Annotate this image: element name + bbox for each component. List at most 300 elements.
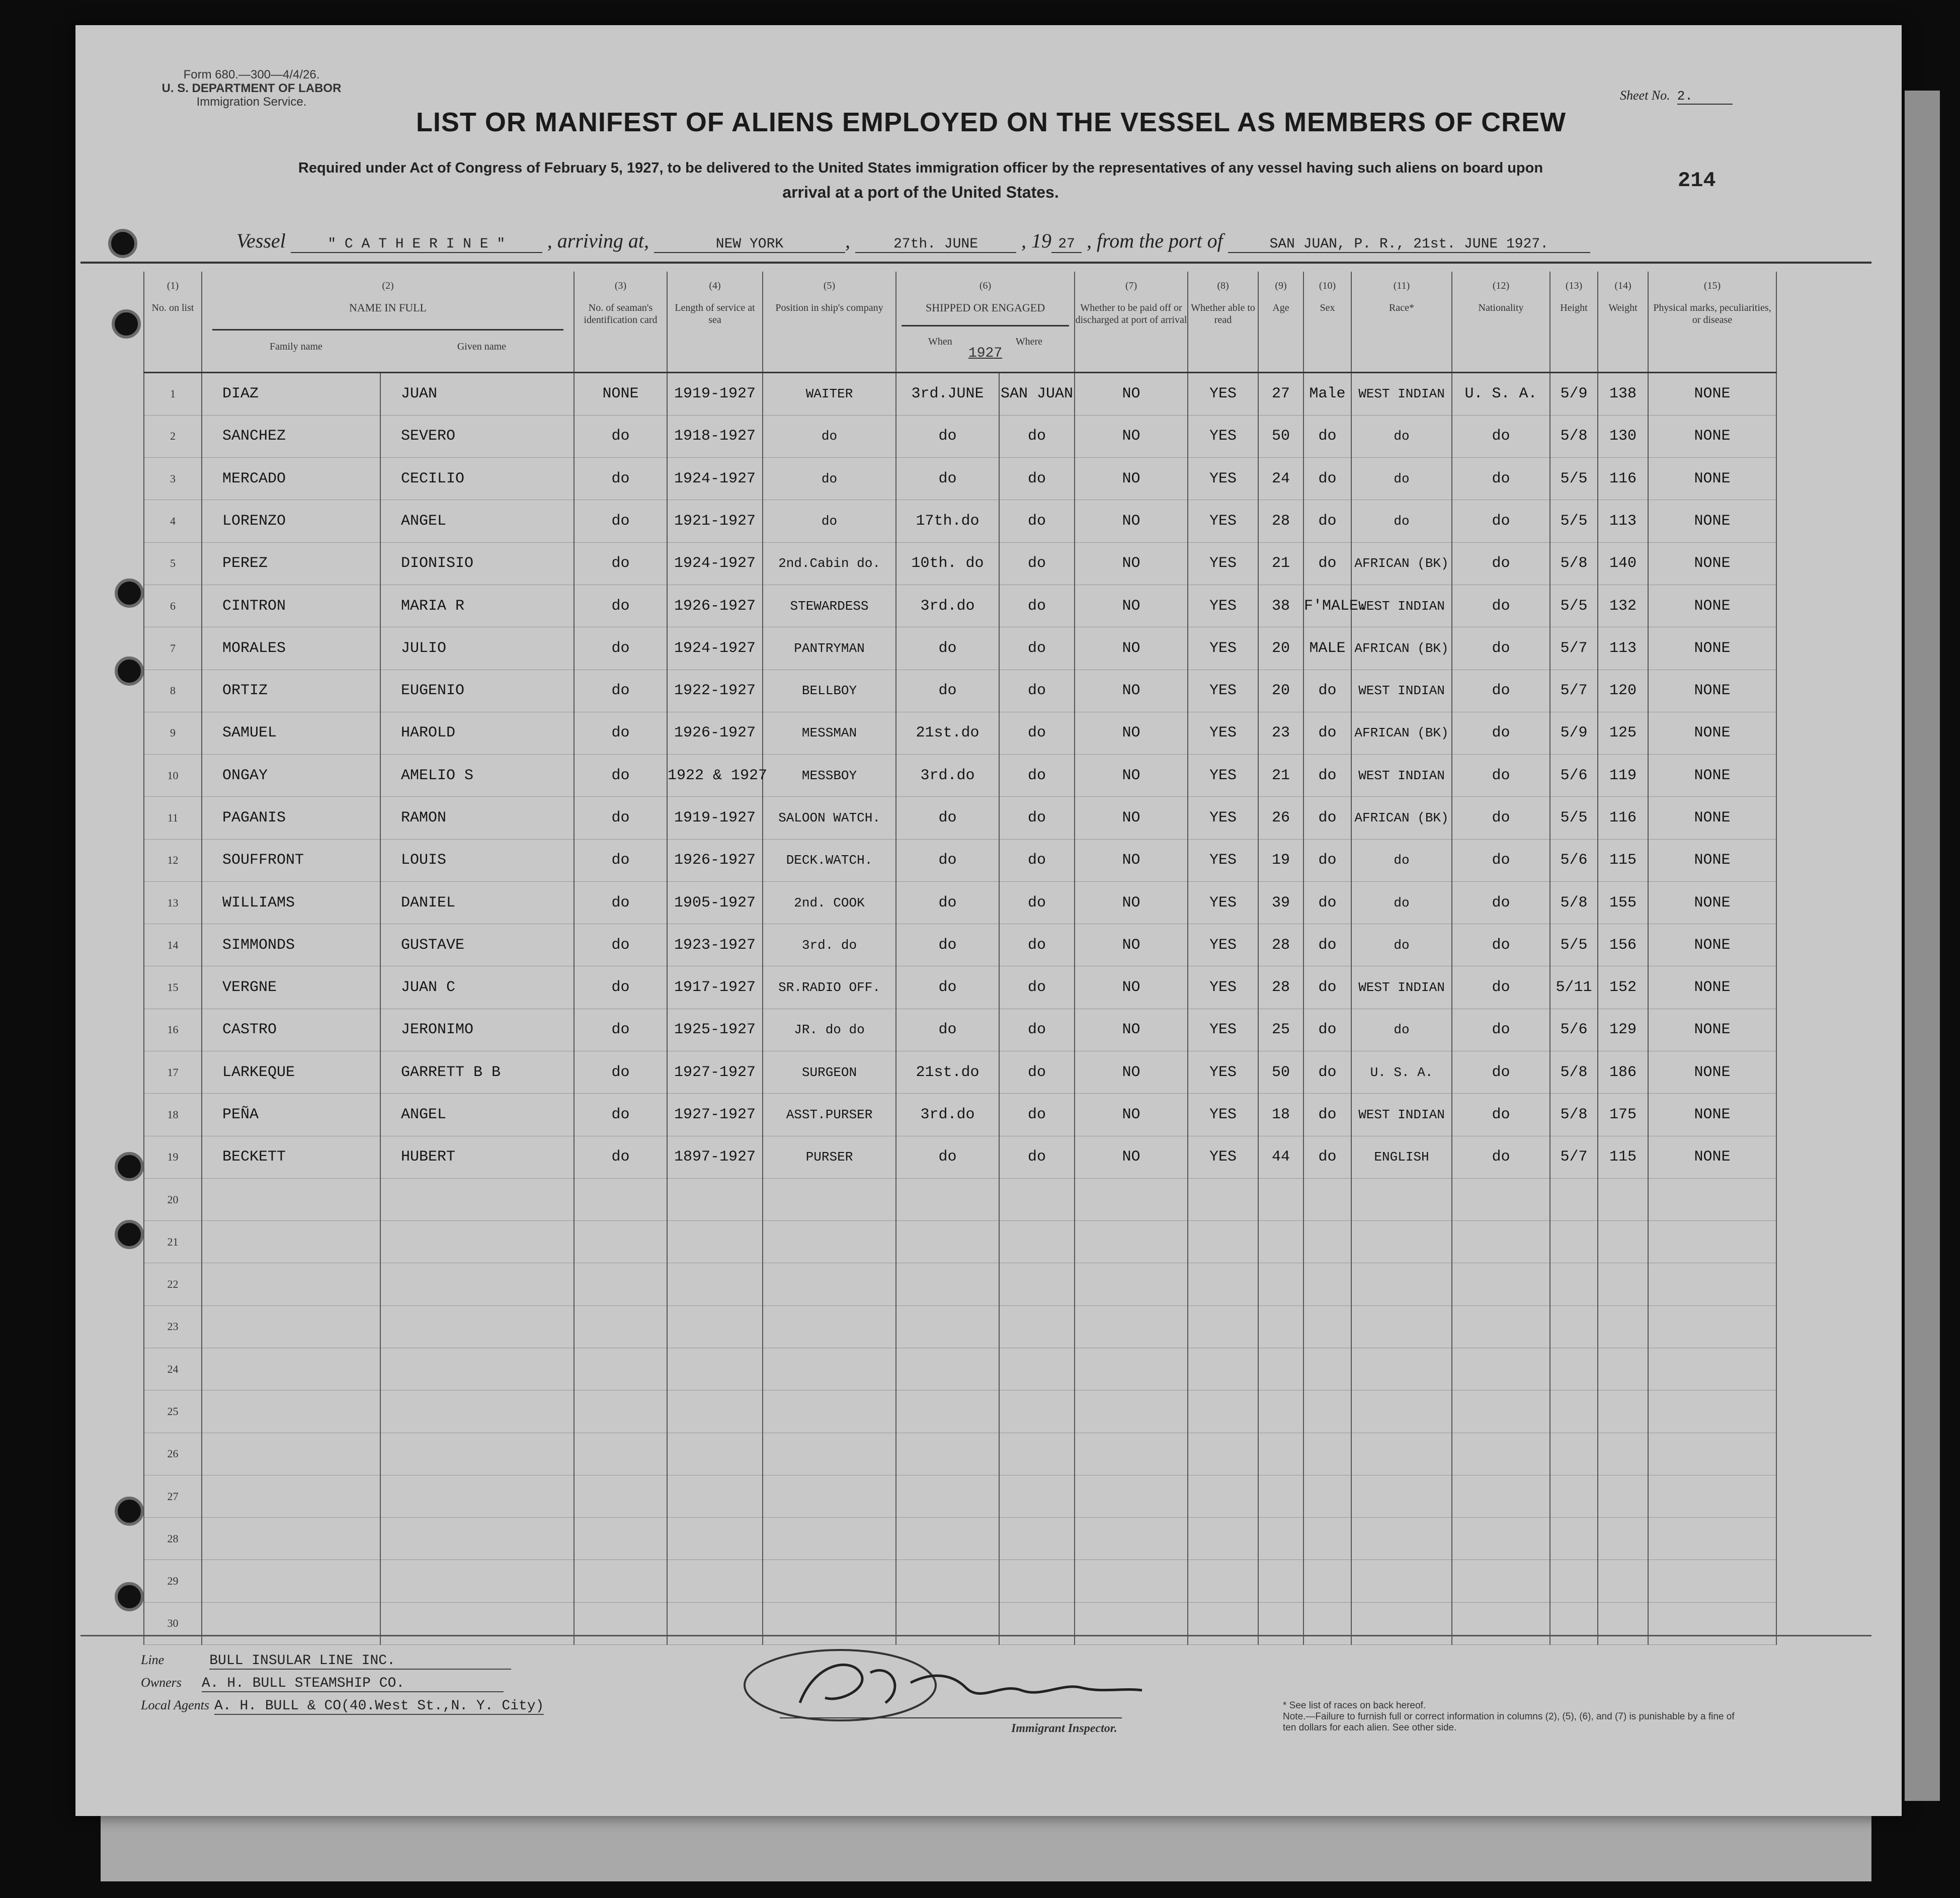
given-name-cell: DANIEL <box>380 881 574 924</box>
physical-marks-cell: NONE <box>1648 839 1776 881</box>
family-name-cell: PEÑA <box>202 1094 380 1136</box>
shipped-when-cell <box>896 1433 999 1475</box>
age-cell: 20 <box>1258 627 1303 670</box>
table-row <box>144 585 1776 627</box>
row-number: 30 <box>144 1602 202 1644</box>
table-row <box>144 1602 1776 1644</box>
shipped-where-cell: do <box>999 797 1075 839</box>
inspector-signature <box>740 1642 1182 1728</box>
age-cell <box>1258 1348 1303 1390</box>
physical-marks-cell <box>1648 1221 1776 1263</box>
height-cell <box>1550 1602 1598 1644</box>
shipped-where-cell: do <box>999 839 1075 881</box>
given-name-cell <box>380 1433 574 1475</box>
family-name-cell: VERGNE <box>202 966 380 1009</box>
year-prefix: , 19 <box>1021 229 1051 252</box>
line-label: Line <box>141 1653 165 1667</box>
id-card-cell: do <box>574 1009 667 1051</box>
table-row <box>144 881 1776 924</box>
family-name-cell: SOUFFRONT <box>202 839 380 881</box>
footnote-penalty: Note.—Failure to furnish full or correct information in columns (2), (5), (6), and (7) is punishable by a fine of ten dollars for each alien. See other side. <box>1283 1711 1735 1733</box>
from-value: SAN JUAN, P. R., 21st. JUNE 1927. <box>1228 236 1590 253</box>
shipped-where-cell <box>999 1475 1075 1517</box>
sex-cell <box>1303 1348 1351 1390</box>
paid-off-cell: NO <box>1075 1009 1188 1051</box>
age-cell: 28 <box>1258 966 1303 1009</box>
row-number: 21 <box>144 1221 202 1263</box>
row-number: 12 <box>144 839 202 881</box>
race-cell <box>1351 1602 1452 1644</box>
table-row <box>144 670 1776 712</box>
sex-cell: do <box>1303 670 1351 712</box>
id-card-cell: do <box>574 712 667 754</box>
table-row <box>144 924 1776 966</box>
age-cell <box>1258 1263 1303 1305</box>
agents-row <box>141 1698 544 1715</box>
shipped-where-cell: do <box>999 542 1075 585</box>
row-number: 3 <box>144 458 202 500</box>
physical-marks-cell <box>1648 1518 1776 1560</box>
given-name-cell: DIONISIO <box>380 542 574 585</box>
given-name-cell <box>380 1518 574 1560</box>
page-title: LIST OR MANIFEST OF ALIENS EMPLOYED ON THE VESSEL AS MEMBERS OF CREW <box>416 107 1567 137</box>
service-length-cell: 1927-1927 <box>667 1094 763 1136</box>
shipped-when-cell <box>896 1263 999 1305</box>
able-to-read-cell: YES <box>1188 1051 1258 1094</box>
age-cell <box>1258 1560 1303 1602</box>
height-cell: 5/8 <box>1550 1051 1598 1094</box>
position-cell <box>763 1263 896 1305</box>
position-cell <box>763 1390 896 1433</box>
header-name: (2) NAME IN FULL Family name Given name <box>202 272 574 372</box>
year-value: 27 <box>1051 236 1082 253</box>
vessel-line: Vessel " C A T H E R I N E " , arriving at, NEW YORK , 27th. JUNE , 19 27 , from the port of SAN JUAN, P. R., 21st. JUNE 1927. <box>236 229 1695 253</box>
able-to-read-cell <box>1188 1305 1258 1348</box>
able-to-read-cell: YES <box>1188 755 1258 797</box>
sex-cell: do <box>1303 712 1351 754</box>
race-cell <box>1351 1263 1452 1305</box>
family-name-cell <box>202 1178 380 1220</box>
shipped-when-cell <box>896 1518 999 1560</box>
family-name-cell <box>202 1560 380 1602</box>
physical-marks-cell: NONE <box>1648 1136 1776 1178</box>
line-value: BULL INSULAR LINE INC. <box>209 1653 511 1670</box>
row-number: 6 <box>144 585 202 627</box>
race-cell: do <box>1351 500 1452 542</box>
paid-off-cell <box>1075 1305 1188 1348</box>
height-cell: 5/11 <box>1550 966 1598 1009</box>
given-name-cell: EUGENIO <box>380 670 574 712</box>
shipped-when-cell: 3rd.do <box>896 585 999 627</box>
sex-cell: do <box>1303 415 1351 457</box>
shipped-where-cell <box>999 1178 1075 1220</box>
shipped-when-cell <box>896 1348 999 1390</box>
nationality-cell: do <box>1452 1136 1550 1178</box>
family-name-cell: LORENZO <box>202 500 380 542</box>
page-edge <box>1905 91 1940 1801</box>
shipped-when-cell: 17th.do <box>896 500 999 542</box>
given-name-cell: CECILIO <box>380 458 574 500</box>
row-number: 16 <box>144 1009 202 1051</box>
shipped-when-cell: do <box>896 627 999 670</box>
height-cell: 5/8 <box>1550 1094 1598 1136</box>
family-name-cell: MORALES <box>202 627 380 670</box>
service-length-cell: 1926-1927 <box>667 839 763 881</box>
race-cell: do <box>1351 415 1452 457</box>
shipped-where-cell: SAN JUAN <box>999 372 1075 415</box>
shipped-when-cell: 3rd.do <box>896 1094 999 1136</box>
weight-cell: 129 <box>1598 1009 1648 1051</box>
row-number: 27 <box>144 1475 202 1517</box>
weight-cell: 140 <box>1598 542 1648 585</box>
shipped-where-cell <box>999 1390 1075 1433</box>
shipped-when-cell: 21st.do <box>896 712 999 754</box>
row-number: 22 <box>144 1263 202 1305</box>
physical-marks-cell <box>1648 1348 1776 1390</box>
row-number: 11 <box>144 797 202 839</box>
table-row <box>144 1051 1776 1094</box>
position-cell: 3rd. do <box>763 924 896 966</box>
shipped-when-cell <box>896 1221 999 1263</box>
row-number: 25 <box>144 1390 202 1433</box>
agents-value: A. H. BULL & CO(40.West St.,N. Y. City) <box>214 1698 544 1714</box>
shipped-when-cell: do <box>896 415 999 457</box>
weight-cell: 132 <box>1598 585 1648 627</box>
race-cell <box>1351 1518 1452 1560</box>
weight-cell <box>1598 1221 1648 1263</box>
shipped-where-cell <box>999 1518 1075 1560</box>
family-name-cell: PEREZ <box>202 542 380 585</box>
table-row <box>144 542 1776 585</box>
nationality-cell: do <box>1452 712 1550 754</box>
position-cell: STEWARDESS <box>763 585 896 627</box>
paid-off-cell: NO <box>1075 415 1188 457</box>
height-cell: 5/5 <box>1550 585 1598 627</box>
paid-off-cell: NO <box>1075 755 1188 797</box>
id-card-cell <box>574 1221 667 1263</box>
race-cell <box>1351 1475 1452 1517</box>
age-cell: 28 <box>1258 924 1303 966</box>
given-name-cell: JERONIMO <box>380 1009 574 1051</box>
nationality-cell <box>1452 1263 1550 1305</box>
able-to-read-cell: YES <box>1188 924 1258 966</box>
shipped-when-cell: do <box>896 839 999 881</box>
row-number: 15 <box>144 966 202 1009</box>
shipped-when-cell <box>896 1178 999 1220</box>
height-cell <box>1550 1263 1598 1305</box>
row-number: 1 <box>144 372 202 415</box>
family-name-cell <box>202 1221 380 1263</box>
owners-row <box>141 1675 504 1692</box>
service-length-cell: 1925-1927 <box>667 1009 763 1051</box>
race-cell: do <box>1351 839 1452 881</box>
height-cell: 5/8 <box>1550 542 1598 585</box>
sheet-value: 2. <box>1677 89 1733 105</box>
height-cell <box>1550 1518 1598 1560</box>
given-name-cell <box>380 1390 574 1433</box>
able-to-read-cell <box>1188 1475 1258 1517</box>
able-to-read-cell <box>1188 1390 1258 1433</box>
paid-off-cell: NO <box>1075 670 1188 712</box>
header-family: Family name <box>269 341 322 352</box>
age-cell: 50 <box>1258 1051 1303 1094</box>
nationality-cell: do <box>1452 924 1550 966</box>
sex-cell: do <box>1303 966 1351 1009</box>
shipped-where-cell: do <box>999 1009 1075 1051</box>
punch-hole <box>115 1497 144 1526</box>
service-length-cell <box>667 1348 763 1390</box>
header-nationality: (12) Nationality <box>1452 272 1550 372</box>
position-cell: do <box>763 500 896 542</box>
sheet-number <box>1620 88 1733 105</box>
punch-hole <box>115 1582 144 1611</box>
service-length-cell <box>667 1390 763 1433</box>
height-cell: 5/9 <box>1550 712 1598 754</box>
sex-cell <box>1303 1602 1351 1644</box>
given-name-cell: HUBERT <box>380 1136 574 1178</box>
able-to-read-cell <box>1188 1348 1258 1390</box>
race-cell <box>1351 1178 1452 1220</box>
physical-marks-cell <box>1648 1560 1776 1602</box>
punch-hole <box>112 309 141 339</box>
service-length-cell <box>667 1560 763 1602</box>
nationality-cell: do <box>1452 755 1550 797</box>
physical-marks-cell: NONE <box>1648 627 1776 670</box>
age-cell <box>1258 1433 1303 1475</box>
row-number: 7 <box>144 627 202 670</box>
paid-off-cell: NO <box>1075 924 1188 966</box>
able-to-read-cell: YES <box>1188 712 1258 754</box>
nationality-cell <box>1452 1305 1550 1348</box>
able-to-read-cell: YES <box>1188 1009 1258 1051</box>
sex-cell <box>1303 1390 1351 1433</box>
subtitle <box>191 156 1650 204</box>
paid-off-cell: NO <box>1075 797 1188 839</box>
shipped-where-cell <box>999 1305 1075 1348</box>
height-cell <box>1550 1475 1598 1517</box>
row-number: 17 <box>144 1051 202 1094</box>
table-row <box>144 966 1776 1009</box>
position-cell: SALOON WATCH. <box>763 797 896 839</box>
shipped-when-cell: 3rd.do <box>896 755 999 797</box>
id-card-cell <box>574 1518 667 1560</box>
punch-hole <box>115 1152 144 1181</box>
service-length-cell: 1924-1927 <box>667 627 763 670</box>
age-cell: 19 <box>1258 839 1303 881</box>
nationality-cell <box>1452 1475 1550 1517</box>
header-sex: (10) Sex <box>1303 272 1351 372</box>
able-to-read-cell: YES <box>1188 966 1258 1009</box>
nationality-cell <box>1452 1518 1550 1560</box>
height-cell <box>1550 1348 1598 1390</box>
race-cell: ENGLISH <box>1351 1136 1452 1178</box>
vessel-value: " C A T H E R I N E " <box>291 236 542 253</box>
service-length-cell: 1927-1927 <box>667 1051 763 1094</box>
shipped-when-cell <box>896 1475 999 1517</box>
nationality-cell <box>1452 1560 1550 1602</box>
age-cell <box>1258 1390 1303 1433</box>
given-name-cell: LOUIS <box>380 839 574 881</box>
arriving-label: , arriving at, <box>547 229 649 252</box>
position-cell <box>763 1518 896 1560</box>
service-length-cell <box>667 1263 763 1305</box>
height-cell: 5/8 <box>1550 415 1598 457</box>
paid-off-cell: NO <box>1075 585 1188 627</box>
family-name-cell: SIMMONDS <box>202 924 380 966</box>
header-marks: (15) Physical marks, peculiarities, or disease <box>1648 272 1776 372</box>
service-length-cell: 1926-1927 <box>667 585 763 627</box>
table-row <box>144 1178 1776 1220</box>
weight-cell <box>1598 1348 1648 1390</box>
punch-hole <box>108 229 137 258</box>
weight-cell <box>1598 1178 1648 1220</box>
position-cell: PURSER <box>763 1136 896 1178</box>
physical-marks-cell: NONE <box>1648 797 1776 839</box>
shipped-when-cell: do <box>896 881 999 924</box>
row-number: 20 <box>144 1178 202 1220</box>
position-cell: SURGEON <box>763 1051 896 1094</box>
owners-label: Owners <box>141 1675 182 1690</box>
paid-off-cell <box>1075 1221 1188 1263</box>
able-to-read-cell: YES <box>1188 881 1258 924</box>
shipped-when-cell: do <box>896 966 999 1009</box>
family-name-cell <box>202 1305 380 1348</box>
sex-cell <box>1303 1518 1351 1560</box>
header-weight: (14) Weight <box>1598 272 1648 372</box>
shipped-when-cell <box>896 1602 999 1644</box>
sex-cell: do <box>1303 1009 1351 1051</box>
footer-rule <box>80 1635 1871 1636</box>
weight-cell: 130 <box>1598 415 1648 457</box>
paid-off-cell <box>1075 1560 1188 1602</box>
age-cell <box>1258 1221 1303 1263</box>
sex-cell: do <box>1303 500 1351 542</box>
id-card-cell: do <box>574 1094 667 1136</box>
race-cell: WEST INDIAN <box>1351 670 1452 712</box>
race-cell: do <box>1351 1009 1452 1051</box>
service-length-cell: 1919-1927 <box>667 372 763 415</box>
race-cell: AFRICAN (BK) <box>1351 542 1452 585</box>
height-cell: 5/5 <box>1550 924 1598 966</box>
header-height: (13) Height <box>1550 272 1598 372</box>
nationality-cell: do <box>1452 1009 1550 1051</box>
given-name-cell <box>380 1178 574 1220</box>
table-row <box>144 755 1776 797</box>
weight-cell: 116 <box>1598 458 1648 500</box>
able-to-read-cell: YES <box>1188 372 1258 415</box>
weight-cell: 156 <box>1598 924 1648 966</box>
able-to-read-cell: YES <box>1188 627 1258 670</box>
height-cell <box>1550 1221 1598 1263</box>
position-cell: JR. do do <box>763 1009 896 1051</box>
able-to-read-cell: YES <box>1188 458 1258 500</box>
id-card-cell <box>574 1305 667 1348</box>
paid-off-cell <box>1075 1602 1188 1644</box>
physical-marks-cell: NONE <box>1648 966 1776 1009</box>
race-cell: WEST INDIAN <box>1351 755 1452 797</box>
id-card-cell <box>574 1475 667 1517</box>
service-length-cell <box>667 1602 763 1644</box>
shipped-when-cell: do <box>896 1009 999 1051</box>
shipped-where-cell: do <box>999 627 1075 670</box>
shipped-when-cell: do <box>896 458 999 500</box>
family-name-cell <box>202 1390 380 1433</box>
race-cell: AFRICAN (BK) <box>1351 712 1452 754</box>
punch-hole <box>115 656 144 686</box>
service-length-cell <box>667 1433 763 1475</box>
age-cell <box>1258 1305 1303 1348</box>
physical-marks-cell: NONE <box>1648 1094 1776 1136</box>
service-length-cell: 1922 & 1927 <box>667 755 763 797</box>
inspector-label: Immigrant Inspector. <box>1011 1722 1117 1735</box>
given-name-cell <box>380 1221 574 1263</box>
sex-cell <box>1303 1263 1351 1305</box>
race-cell <box>1351 1560 1452 1602</box>
punch-hole <box>115 1220 144 1249</box>
age-cell: 27 <box>1258 372 1303 415</box>
row-number: 14 <box>144 924 202 966</box>
weight-cell: 125 <box>1598 712 1648 754</box>
service-length-cell: 1917-1927 <box>667 966 763 1009</box>
race-cell: AFRICAN (BK) <box>1351 797 1452 839</box>
able-to-read-cell: YES <box>1188 670 1258 712</box>
physical-marks-cell: NONE <box>1648 542 1776 585</box>
sex-cell: Male <box>1303 372 1351 415</box>
able-to-read-cell: YES <box>1188 839 1258 881</box>
shipped-when-cell <box>896 1390 999 1433</box>
position-cell: 2nd. COOK <box>763 881 896 924</box>
position-cell <box>763 1305 896 1348</box>
position-cell <box>763 1560 896 1602</box>
shipped-when-cell: 10th. do <box>896 542 999 585</box>
family-name-cell: SANCHEZ <box>202 415 380 457</box>
race-cell: WEST INDIAN <box>1351 1094 1452 1136</box>
service-length-cell: 1918-1927 <box>667 415 763 457</box>
height-cell: 5/6 <box>1550 839 1598 881</box>
row-number: 5 <box>144 542 202 585</box>
row-number: 26 <box>144 1433 202 1475</box>
table-row <box>144 712 1776 754</box>
id-card-cell: do <box>574 839 667 881</box>
sex-cell: do <box>1303 839 1351 881</box>
subtitle-line-1: Required under Act of Congress of February 5, 1927, to be delivered to the United States immigration officer by the representatives of any vessel having such aliens on board upon <box>298 160 1543 176</box>
physical-marks-cell: NONE <box>1648 670 1776 712</box>
sex-cell: do <box>1303 797 1351 839</box>
sex-cell <box>1303 1560 1351 1602</box>
shipped-where-cell: do <box>999 1051 1075 1094</box>
weight-cell <box>1598 1475 1648 1517</box>
family-name-cell: DIAZ <box>202 372 380 415</box>
weight-cell: 119 <box>1598 755 1648 797</box>
family-name-cell: ORTIZ <box>202 670 380 712</box>
race-cell: U. S. A. <box>1351 1051 1452 1094</box>
row-number: 8 <box>144 670 202 712</box>
able-to-read-cell: YES <box>1188 542 1258 585</box>
race-cell: WEST INDIAN <box>1351 372 1452 415</box>
age-cell <box>1258 1178 1303 1220</box>
family-name-cell: CASTRO <box>202 1009 380 1051</box>
family-name-cell: SAMUEL <box>202 712 380 754</box>
row-number: 2 <box>144 415 202 457</box>
paid-off-cell: NO <box>1075 500 1188 542</box>
weight-cell <box>1598 1433 1648 1475</box>
header-rule <box>80 262 1871 264</box>
age-cell: 25 <box>1258 1009 1303 1051</box>
able-to-read-cell <box>1188 1560 1258 1602</box>
age-cell: 24 <box>1258 458 1303 500</box>
physical-marks-cell <box>1648 1390 1776 1433</box>
race-cell: WEST INDIAN <box>1351 585 1452 627</box>
